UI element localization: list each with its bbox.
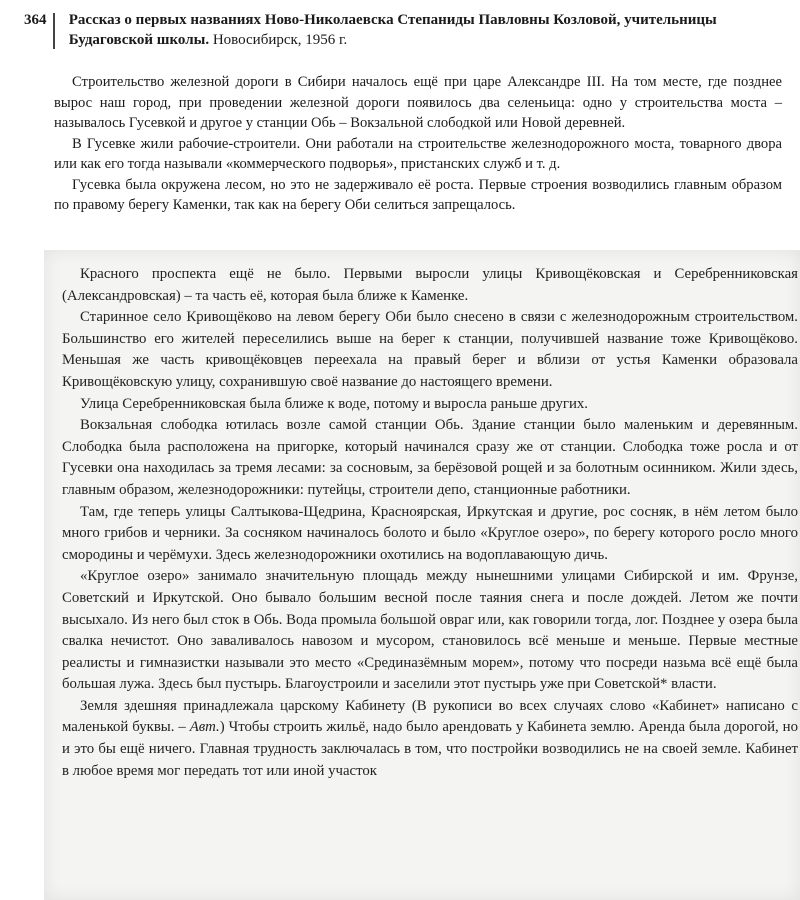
paragraph: Старинное село Кривощёково на левом берегу Оби было снесено в связи с железнодорожным строительством. Большинство его жителей переселились выше на берег к станции, получившей название тоже Кривощёково. Меньшая же часть кривощёковцев переехала на правый берег и вблизи от устья Каменки образовала Кривощёковскую улицу, сохранившую своё название до настоящего времени. [62,309,798,390]
paragraph [62,696,798,782]
page-header [24,10,784,50]
paragraph: В Гусевке жили рабочие-строители. Они работали на строительстве железнодорожного моста, товарного двора или как его тогда называли «коммерческого подворья», пристанских служб и т. д. [54,135,782,172]
scanned-text [62,264,798,782]
paragraph: Там, где теперь улицы Салтыкова-Щедрина, Красноярская, Иркутская и другие, рос сосняк, в нём летом было много грибов и черники. За сосняком начиналось болото и было «Круглое озеро», по берегу которого росло много смородины и черёмухи. Здесь железнодорожники охотились на водоплавающую дичь. [62,503,798,563]
text-span: Земля здешняя принадлежала царскому Кабинету (В рукописи во всех случаях слово «Кабинет» написано с маленькой буквы. – [62,697,798,736]
document-title [69,10,784,50]
page-number: 364 [24,12,47,28]
author-abbrev: Авт. [189,719,220,736]
text-span: ) Чтобы строить жильё, надо было арендовать у Кабинета землю. Аренда была дорогой, но и это бы ещё ничего. Главная трудность заключалась в том, что постройки возводились не на своей земле. Кабинет в любое время мог передать тот или иной участок [62,719,798,779]
paragraph: Красного проспекта ещё не было. Первыми выросли улицы Кривощёковская и Серебренниковская (Александровская) – та часть её, которая была ближе к Каменке. [62,266,798,304]
typeset-text [54,72,782,216]
title-bold: Рассказ о первых названиях Ново-Николаевска Степаниды Павловны Козловой, учительницы Будаговской школы. [68,12,717,48]
paragraph: Улица Серебренниковская была ближе к воде, потому и выросла раньше других. [80,395,588,412]
header-divider [53,13,55,49]
title-place-date: Новосибирск, 1956 г. [209,32,348,48]
paragraph: Гусевка была окружена лесом, но это не задерживало её роста. Первые строения возводились главным образом по правому берегу Каменки, так как на берегу Оби селиться запрещалось. [54,176,782,213]
paragraph: Вокзальная слободка ютилась возле самой станции Обь. Здание станции было маленьким и деревянным. Слободка была расположена на пригорке, который начинался сразу же от станции. Слободка тоже росла и от Гусевки она находилась за тремя лесами: за сосновым, за берёзовой рощей и за болотным осинником. Жили здесь, главным образом, железнодорожники: путейцы, строители депо, станционные работники. [62,417,798,498]
paragraph: «Круглое озеро» занимало значительную площадь между нынешними улицами Сибирской и им. Фрунзе, Советский и Иркутской. Оно бывало большим весной после таяния снега и после дождей. Летом же почти высыхало. Из него был сток в Обь. Вода промыла большой овраг или, как говорили тогда, лог. Позднее у озера была свалка нечистот. Оно заваливалось навозом и мусором, становилось всё меньше и меньше. Первые местные реалисты и гимназистки называли это место «Срединазёмным морем», потому что посреди назьма всё ещё была большая лужа. Здесь был пустырь. Благоустроили и заселили этот пустырь уже при Советской* власти. [62,568,798,693]
paragraph: Строительство железной дороги в Сибири началось ещё при царе Александре III. На том месте, где позднее вырос наш город, при проведении железной дороги появилось два селеньица: одно у строительства моста – называлось Гусевкой и другое у станции Обь – Вокзальной слободкой или Новой деревней. [54,74,782,131]
scanned-page [44,250,800,900]
